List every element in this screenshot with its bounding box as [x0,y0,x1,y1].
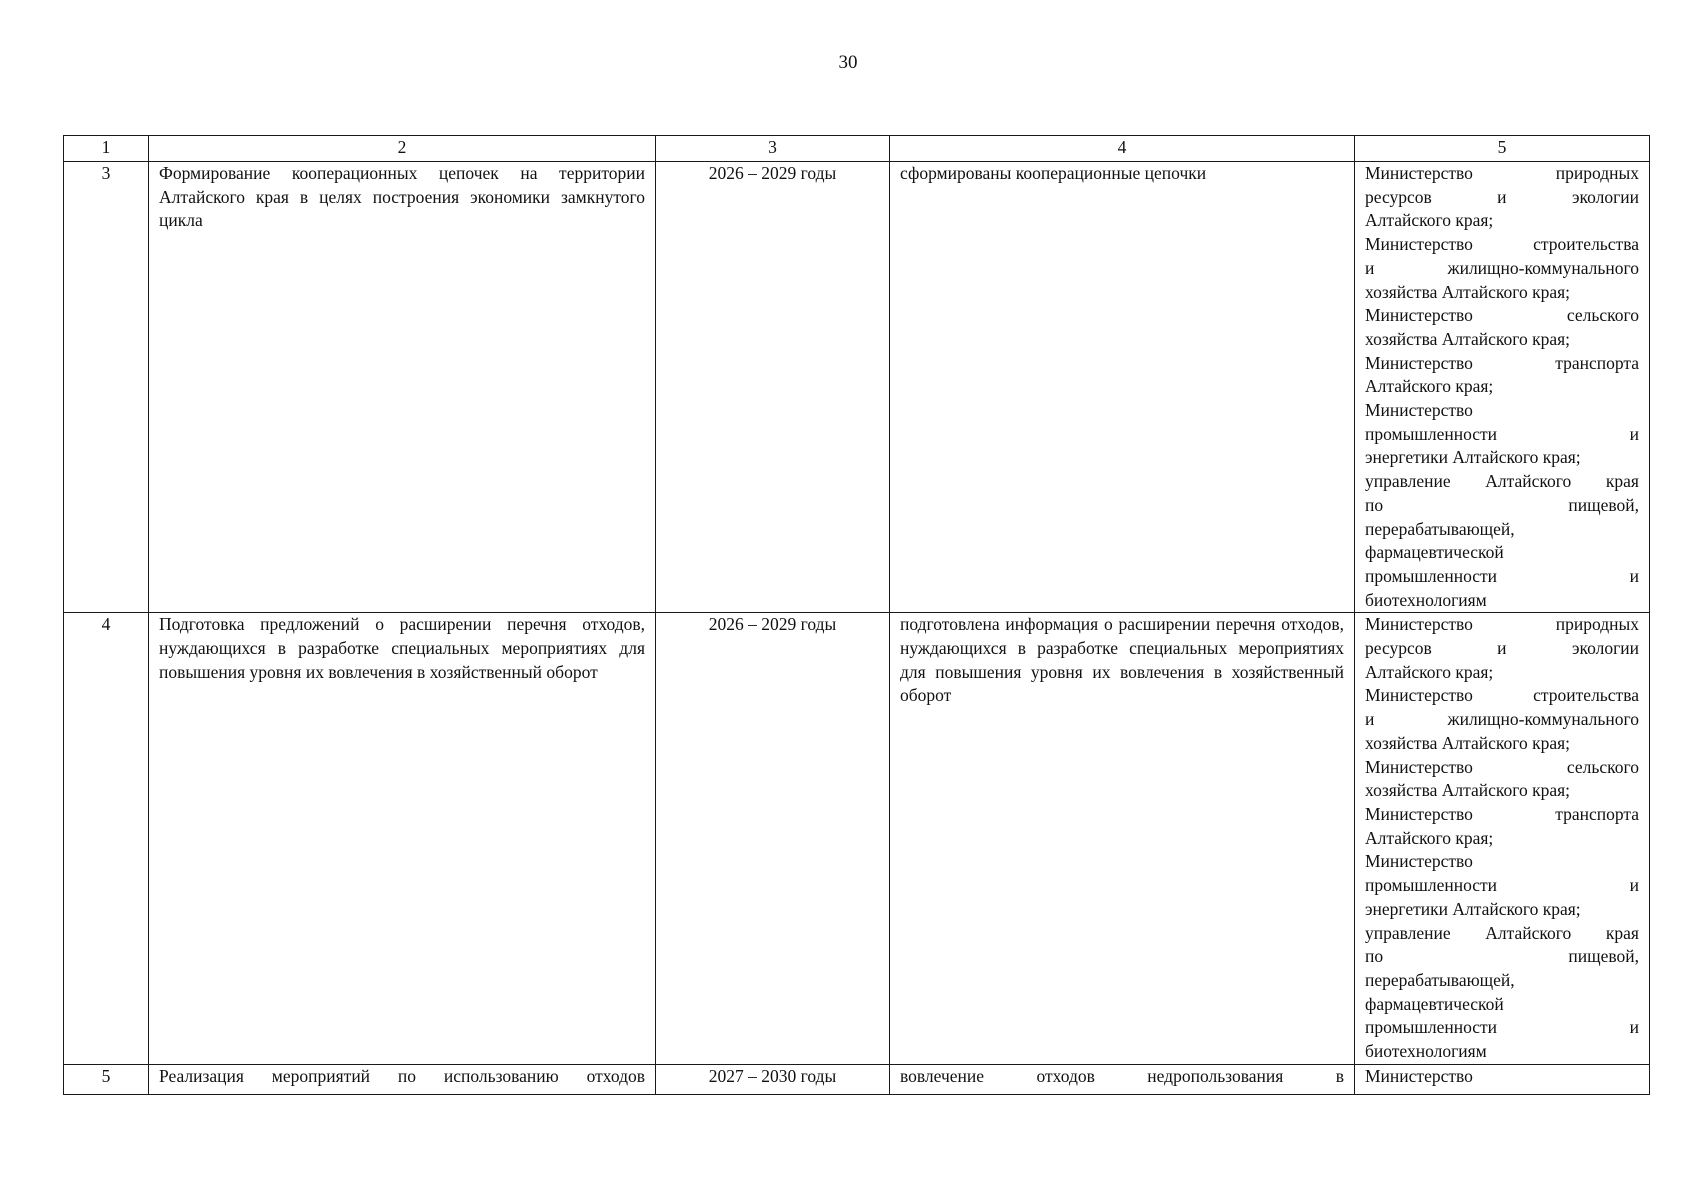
row-number: 5 [64,1064,149,1094]
executor-line: управление Алтайского края [1365,922,1639,943]
header-cell-1: 1 [64,136,149,162]
measure-cell: Формирование кооперационных цепочек на территории Алтайского края в целях построения экономики замкнутого цикла [149,162,656,613]
executor-line: по пищевой, [1365,494,1639,515]
executor-line: Алтайского края; [1365,210,1494,231]
executor-line: Министерство строительства [1365,234,1639,255]
result-cell [890,1064,1355,1094]
measure-cell [149,1064,656,1094]
executor-line: промышленности и [1365,875,1639,896]
executor-line: хозяйства Алтайского края; [1365,732,1571,753]
executor-line: Министерство сельского [1365,305,1639,326]
table-row [64,613,1650,1064]
period-cell: 2026 – 2029 годы [656,162,890,613]
executor-line: перерабатывающей, [1365,969,1515,990]
executor-line: Алтайского края; [1365,376,1494,397]
executor-line: Министерство сельского [1365,756,1639,777]
executor-line: Министерство [1365,851,1473,872]
executor-line: биотехнологиям [1365,1041,1487,1062]
executors-cell [1355,613,1650,1064]
row-number: 3 [64,162,149,613]
executor-line: Алтайского края; [1365,827,1494,848]
executor-line: по пищевой, [1365,946,1639,967]
header-cell-5: 5 [1355,136,1650,162]
executor-line: хозяйства Алтайского края; [1365,281,1571,302]
executor-line: хозяйства Алтайского края; [1365,328,1571,349]
table-row [64,162,1650,613]
executors-cell [1355,1064,1650,1094]
executor-line: биотехнологиям [1365,589,1487,610]
header-cell-3: 3 [656,136,890,162]
executor-line: Министерство транспорта [1365,803,1639,824]
executor-line: энергетики Алтайского края; [1365,898,1581,919]
executor-line: ресурсов и экологии [1365,186,1639,207]
executor-line: и жилищно-коммунального [1365,709,1639,730]
executor-line: фармацевтической [1365,542,1504,563]
executors-cell [1355,162,1650,613]
row-number: 4 [64,613,149,1064]
executor-line: Министерство природных [1365,614,1639,635]
page-number: 30 [838,52,858,73]
executor-line: Министерство [1365,1065,1473,1086]
executor-line: хозяйства Алтайского края; [1365,780,1571,801]
result-cell: подготовлена информация о расширении перечня отходов, нуждающихся в разработке специальных мероприятиях для повышения уровня их вовлечения в хозяйственный оборот [890,613,1355,1064]
executor-line: ресурсов и экологии [1365,638,1639,659]
table-row [64,1064,1650,1094]
executor-line: Алтайского края; [1365,661,1494,682]
measure-cell: Подготовка предложений о расширении перечня отходов, нуждающихся в разработке специальных мероприятиях для повышения уровня их вовлечения в хозяйственный оборот [149,613,656,1064]
executor-line: и жилищно-коммунального [1365,257,1639,278]
table-header-row [64,136,1650,162]
executor-line: Министерство природных [1365,163,1639,183]
result-cell: сформированы кооперационные цепочки [890,162,1355,613]
executor-line: энергетики Алтайского края; [1365,447,1581,468]
executor-line: Министерство транспорта [1365,352,1639,373]
executor-line: управление Алтайского края [1365,471,1639,492]
measure-text: Реализация мероприятий по использованию отходов [159,1065,645,1086]
measures-table [63,135,1650,1095]
executor-line: перерабатывающей, [1365,518,1515,539]
period-cell: 2026 – 2029 годы [656,613,890,1064]
period-cell: 2027 – 2030 годы [656,1064,890,1094]
executor-line: Министерство строительства [1365,685,1639,706]
result-text: вовлечение отходов недропользования в [900,1065,1344,1086]
header-cell-2: 2 [149,136,656,162]
executor-line: Министерство [1365,400,1473,421]
executor-line: фармацевтической [1365,993,1504,1014]
executor-line: промышленности и [1365,423,1639,444]
header-cell-4: 4 [890,136,1355,162]
executor-line: промышленности и [1365,1017,1639,1038]
executor-line: промышленности и [1365,565,1639,586]
